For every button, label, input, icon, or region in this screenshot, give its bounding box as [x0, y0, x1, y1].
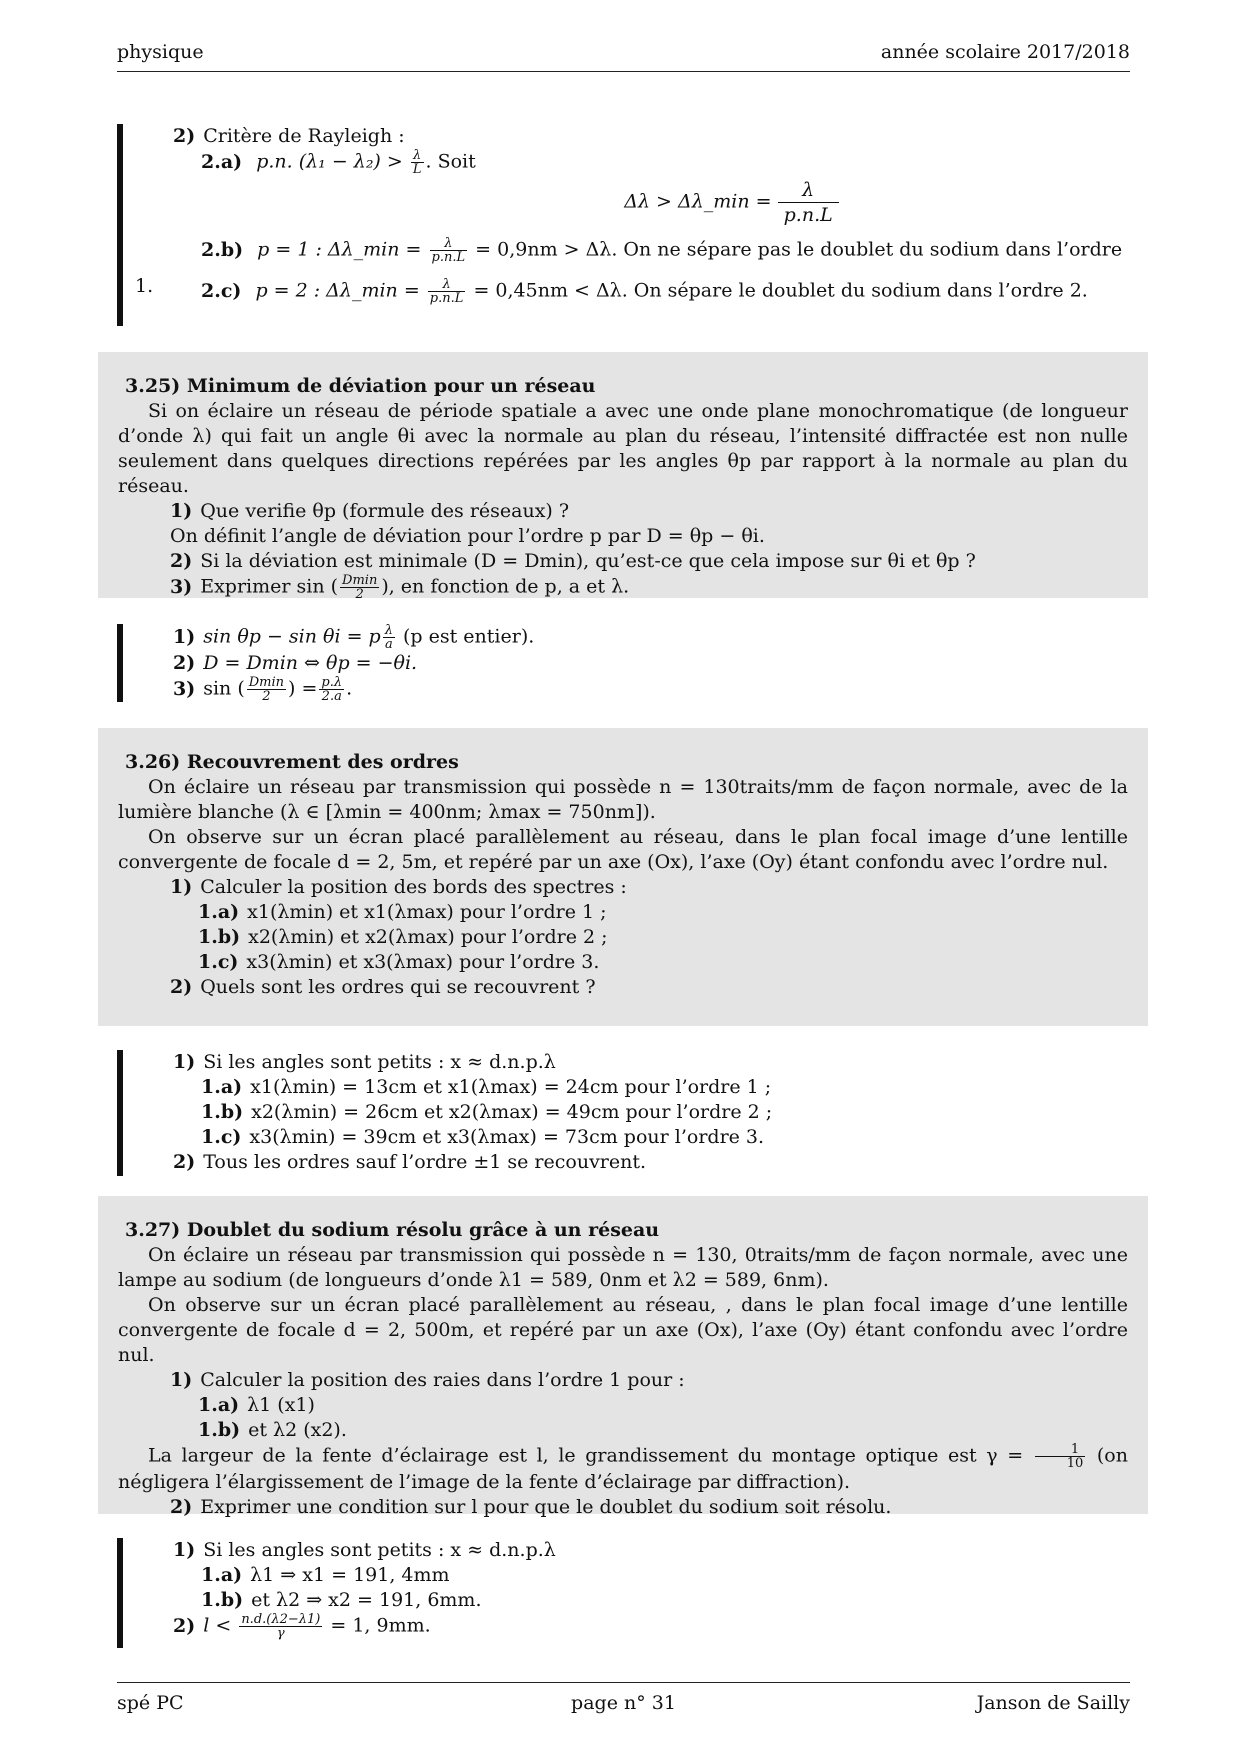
answer-subitem: 2.c) p = 2 : Δλ_min = $\frac{\lambda}{p.n.L}$ = 0,45nm < Δλ. On sépare le doublet du sodium dans l’ordre 2. [201, 277, 1088, 306]
fraction: $\frac{\lambda}{L}$ [412, 148, 422, 177]
subquestion: 1.b) x2(λmin) et x2(λmax) pour l’ordre 2 ; [198, 926, 608, 948]
subquestion: 1.a) λ1 (x1) [198, 1394, 315, 1416]
exercise-paragraph: On observe sur un écran placé parallèlement au réseau, dans le plan focal image d’une lentille convergente de focale d = 2, 5m, et repéré par un axe (Ox), l’axe (Oy) étant confondu avec l’ordre nul. [118, 826, 1128, 873]
fraction: $\frac{\lambda}{p.n.L}$ [431, 236, 466, 265]
question: 2) Exprimer une condition sur l pour que le doublet du sodium soit résolu. [170, 1496, 892, 1518]
exercise-title: 3.25) Minimum de déviation pour un réseau [125, 375, 596, 397]
answer-item: 1) Si les angles sont petits : x ≈ d.n.p.λ [173, 1051, 556, 1073]
page-header [117, 40, 1130, 72]
answer-subitem: 1.b) x2(λmin) = 26cm et x2(λmax) = 49cm pour l’ordre 2 ; [201, 1101, 773, 1123]
fraction: $\frac{1}{10}$ [1035, 1443, 1086, 1470]
outer-item-label: 1. [135, 275, 154, 297]
answer-item: 2) l < $\frac{n.d.(\lambda 2-\lambda 1)}{\gamma}$ = 1, 9mm. [173, 1612, 431, 1641]
exercise-intro: Si on éclaire un réseau de période spatiale a avec une onde plane monochromatique (de longueur d’onde λ) qui fait un angle θi avec la normale au plan du réseau, l’intensité diffractée est non nulle seulement dans quelques directions repérées par les angles θp par rapport à la normale au plan du réseau. [118, 400, 1128, 497]
definition: On définit l’angle de déviation pour l’ordre p par D = θp − θi. [170, 525, 765, 547]
answer-item: 1) sin θp − sin θi = p $\frac{\lambda}{a}$ (p est entier). [173, 623, 535, 652]
display-equation: Δλ > Δλ_min = $\frac{\lambda}{p.n.L}$ [333, 178, 1130, 227]
header-subject: physique [117, 41, 204, 63]
question: 1) Calculer la position des bords des spectres : [170, 876, 627, 898]
header-year: année scolaire 2017/2018 [880, 41, 1130, 63]
page-footer [117, 1682, 1130, 1716]
answer-3-27 [117, 1538, 1130, 1648]
answer-item: 2) Tous les ordres sauf l’ordre ±1 se recouvrent. [173, 1151, 647, 1173]
exercise-3-26 [98, 728, 1148, 1026]
answer-item: 2) D = Dmin ⇔ θp = −θi. [173, 652, 418, 674]
fraction: $\frac{\lambda}{a}$ [384, 623, 393, 652]
question: 1) Que verifie θp (formule des réseaux) ? [170, 500, 570, 522]
exercise-title: 3.26) Recouvrement des ordres [125, 751, 459, 773]
fraction: $\frac{Dmin}{2}$ [248, 675, 285, 704]
subquestion: 1.a) x1(λmin) et x1(λmax) pour l’ordre 1 ; [198, 901, 607, 923]
question: 2) Si la déviation est minimale (D = Dmin), qu’est-ce que cela impose sur θi et θp ? [170, 550, 976, 572]
answer-subitem: 1.a) x1(λmin) = 13cm et x1(λmax) = 24cm pour l’ordre 1 ; [201, 1076, 772, 1098]
answer-subitem: 1.a) λ1 ⇒ x1 = 191, 4mm [201, 1564, 450, 1586]
subquestion: 1.c) x3(λmin) et x3(λmax) pour l’ordre 3. [198, 951, 600, 973]
answer-item: 1) Si les angles sont petits : x ≈ d.n.p.λ [173, 1539, 556, 1561]
exercise-paragraph: On éclaire un réseau par transmission qui possède n = 130traits/mm de façon normale, avec de la lumière blanche (λ ∈ [λmin = 400nm; λmax = 750nm]). [118, 776, 1128, 823]
exercise-paragraph: On éclaire un réseau par transmission qui possède n = 130, 0traits/mm de façon normale, avec une lampe au sodium (de longueurs d’onde λ1 = 589, 0nm et λ2 = 589, 6nm). [118, 1244, 1128, 1291]
question: 1) Calculer la position des raies dans l’ordre 1 pour : [170, 1369, 685, 1391]
answer-3-26 [117, 1050, 1130, 1176]
page-number: page n° 31 [571, 1692, 676, 1714]
answer-item: 3) sin ( $\frac{Dmin}{2}$ ) = $\frac{p.\lambda}{2.a}$ . [173, 675, 353, 704]
fraction: $\frac{p.\lambda}{2.a}$ [321, 675, 343, 704]
exercise-3-25 [98, 352, 1148, 602]
answer-subitem: 1.b) et λ2 ⇒ x2 = 191, 6mm. [201, 1589, 482, 1611]
question: 2) Quels sont les ordres qui se recouvrent ? [170, 976, 596, 998]
fraction: $\frac{\lambda}{p.n.L}$ [778, 178, 839, 227]
footer-class: spé PC [117, 1692, 184, 1714]
fraction: $\frac{Dmin}{2}$ [342, 573, 378, 602]
question: 3) Exprimer sin ( $\frac{Dmin}{2}$ ), en fonction de p, a et λ. [170, 573, 630, 602]
exercise-3-27 [98, 1196, 1148, 1518]
answer-3-25 [117, 624, 1130, 702]
fraction: $\frac{\lambda}{p.n.L}$ [429, 277, 464, 306]
subquestion: 1.b) et λ2 (x2). [198, 1419, 347, 1441]
exercise-title: 3.27) Doublet du sodium résolu grâce à un réseau [125, 1219, 660, 1241]
answer-subitem: 2.a) p.n. (λ₁ − λ₂) > $\frac{\lambda}{L}$ . Soit [201, 148, 476, 177]
fraction: $\frac{n.d.(\lambda 2-\lambda 1)}{\gamma}$ [241, 1612, 321, 1641]
footer-school: Janson de Sailly [976, 1692, 1130, 1714]
answer-subitem: 1.c) x3(λmin) = 39cm et x3(λmax) = 73cm pour l’ordre 3. [201, 1126, 765, 1148]
exercise-paragraph: On observe sur un écran placé parallèlement au réseau, , dans le plan focal image d’une lentille convergente de focale d = 2, 500m, et repéré par un axe (Ox), l’axe (Oy) étant confondu avec l’ordre nul. [118, 1294, 1128, 1366]
answer-block-rayleigh [117, 124, 1130, 326]
answer-subitem: 2.b) p = 1 : Δλ_min = $\frac{\lambda}{p.n.L}$ = 0,9nm > Δλ. On ne sépare pas le doublet du sodium dans l’ordre [201, 236, 1123, 265]
answer-item: 2) Critère de Rayleigh : [173, 125, 405, 147]
exercise-paragraph: La largeur de la fente d’éclairage est l, le grandissement du montage optique est γ = $\frac{1}{10}$ (on négligera l’élargissement de l’image de la fente d’éclairage par diffraction). [118, 1442, 1128, 1493]
